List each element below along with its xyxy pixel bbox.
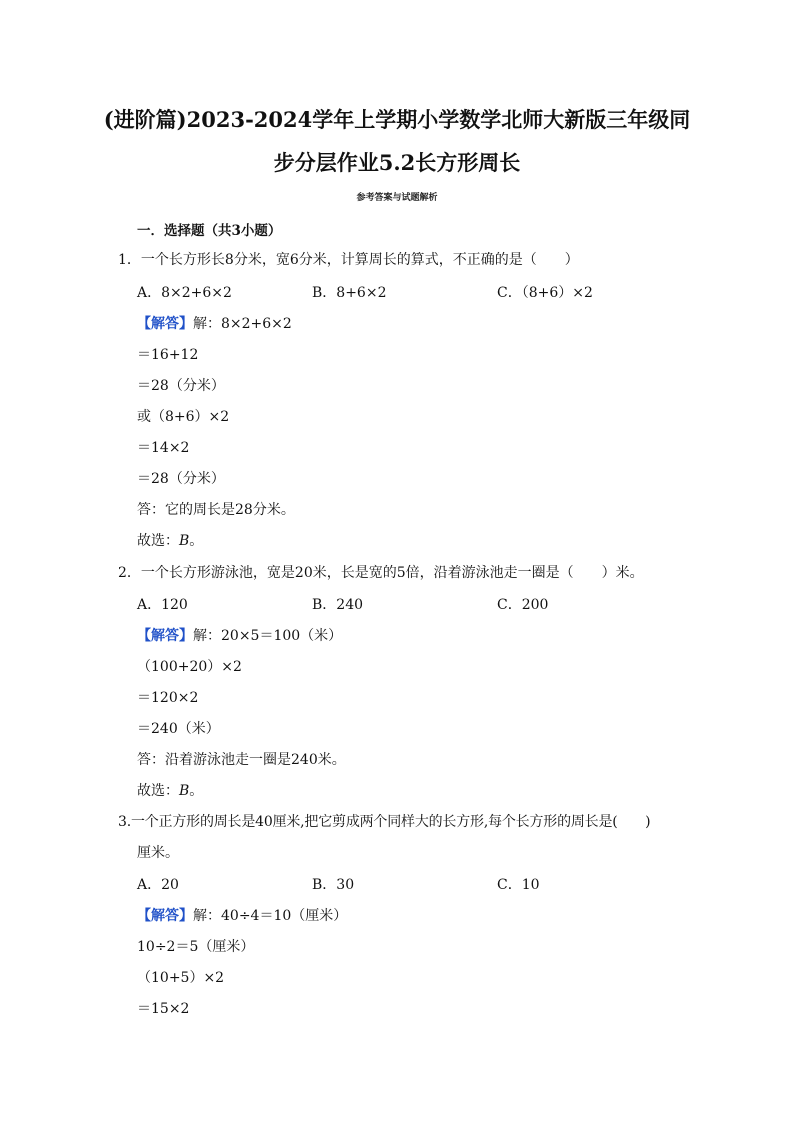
question-3-solution-first: 【解答】解：40÷4＝10（厘米） (137, 908, 348, 924)
question-2-solution-line: （100+20）×2 (137, 659, 242, 675)
question-2-stem: 2．一个长方形游泳池，宽是20米，长是宽的5倍，沿着游泳池走一圈是（ ）米。 (118, 565, 644, 581)
question-1-solution-line: ＝16+12 (137, 347, 199, 363)
question-2-option-c: C．200 (497, 597, 549, 613)
question-3-stem: 3.一个正方形的周长是40厘米,把它剪成两个同样大的长方形,每个长方形的周长是( ) (118, 814, 651, 830)
question-1-solution-first: 【解答】解：8×2+6×2 (137, 316, 292, 332)
question-1-choice: 故选：B。 (137, 533, 204, 549)
question-1-answer-statement: 答：它的周长是28分米。 (137, 502, 295, 518)
question-1-option-c: C．（8+6）×2 (497, 285, 593, 301)
section-heading: 一．选择题（共3小题） (137, 223, 282, 239)
question-2-choice: 故选：B。 (137, 783, 204, 799)
question-3-option-b: B．30 (312, 877, 355, 893)
question-2-option-a: A．120 (137, 597, 188, 613)
question-3-solution-line: ＝15×2 (137, 1001, 190, 1017)
answer-tag: 【解答】 (137, 628, 193, 644)
document-title-line-1: (进阶篇)2023-2024学年上学期小学数学北师大新版三年级同 (103, 107, 691, 132)
question-1-solution-line: 或（8+6）×2 (137, 409, 230, 425)
question-2-option-b: B．240 (312, 597, 364, 613)
question-1-solution-line: ＝28（分米） (137, 471, 225, 487)
question-1-solution-line: ＝14×2 (137, 440, 190, 456)
question-1-solution-line: ＝28（分米） (137, 378, 225, 394)
question-3-solution-line: 10÷2＝5（厘米） (137, 939, 255, 955)
question-1-stem: 1．一个长方形长8分米，宽6分米，计算周长的算式，不正确的是（ ） (118, 252, 579, 268)
question-2-answer-statement: 答：沿着游泳池走一圈是240米。 (137, 752, 346, 768)
question-1-option-b: B．8+6×2 (312, 285, 387, 301)
question-2-solution-line: ＝240（米） (137, 721, 220, 737)
question-3-solution-line: （10+5）×2 (137, 970, 225, 986)
question-3-option-a: A．20 (137, 877, 179, 893)
question-2-solution-line: ＝120×2 (137, 690, 199, 706)
document-subtitle: 参考答案与试题解析 (356, 193, 438, 203)
question-2-solution-first: 【解答】解：20×5＝100（米） (137, 628, 343, 644)
answer-tag: 【解答】 (137, 316, 193, 332)
question-3-stem-continued: 厘米。 (137, 845, 179, 861)
question-1-option-a: A．8×2+6×2 (137, 285, 232, 301)
document-title-line-2: 步分层作业5.2长方形周长 (273, 150, 521, 175)
answer-tag: 【解答】 (137, 908, 193, 924)
question-3-option-c: C．10 (497, 877, 540, 893)
